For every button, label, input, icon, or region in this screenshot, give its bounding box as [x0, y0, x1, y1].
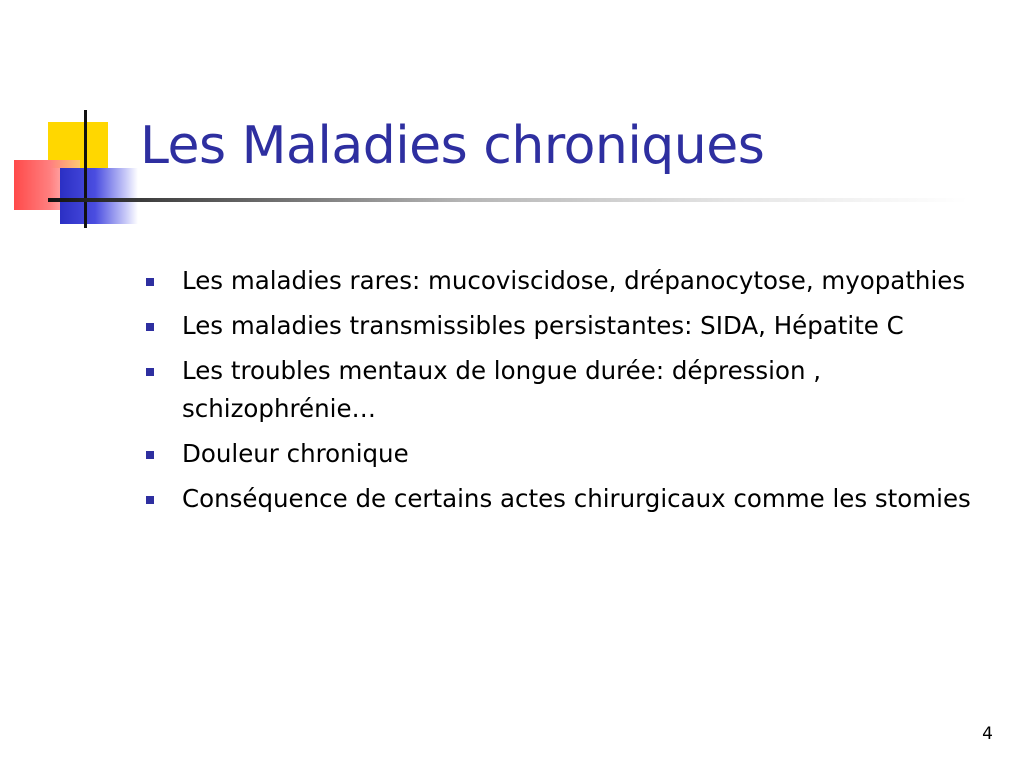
bullet-item	[140, 352, 1010, 428]
square-bullet-icon	[146, 323, 154, 331]
bullet-list	[140, 262, 1010, 525]
bullet-item	[140, 262, 1010, 300]
vertical-rule	[84, 110, 87, 228]
square-bullet-icon	[146, 496, 154, 504]
bullet-text: Les troubles mentaux de longue durée: dépression , schizophrénie…	[182, 356, 822, 423]
bullet-item	[140, 480, 1010, 518]
slide-title: Les Maladies chroniques	[140, 116, 765, 176]
bullet-text: Conséquence de certains actes chirurgicaux comme les stomies	[182, 484, 971, 513]
square-bullet-icon	[146, 278, 154, 286]
bullet-text: Les maladies transmissibles persistantes: SIDA, Hépatite C	[182, 311, 904, 340]
title-underline-rule	[48, 198, 968, 202]
page-number: 4	[982, 724, 993, 744]
square-bullet-icon	[146, 451, 154, 459]
bullet-item	[140, 307, 1010, 345]
square-bullet-icon	[146, 368, 154, 376]
bullet-item	[140, 435, 1010, 473]
blue-square-decoration	[60, 168, 138, 224]
bullet-text: Les maladies rares: mucoviscidose, drépanocytose, myopathies	[182, 266, 966, 295]
bullet-text: Douleur chronique	[182, 439, 409, 468]
